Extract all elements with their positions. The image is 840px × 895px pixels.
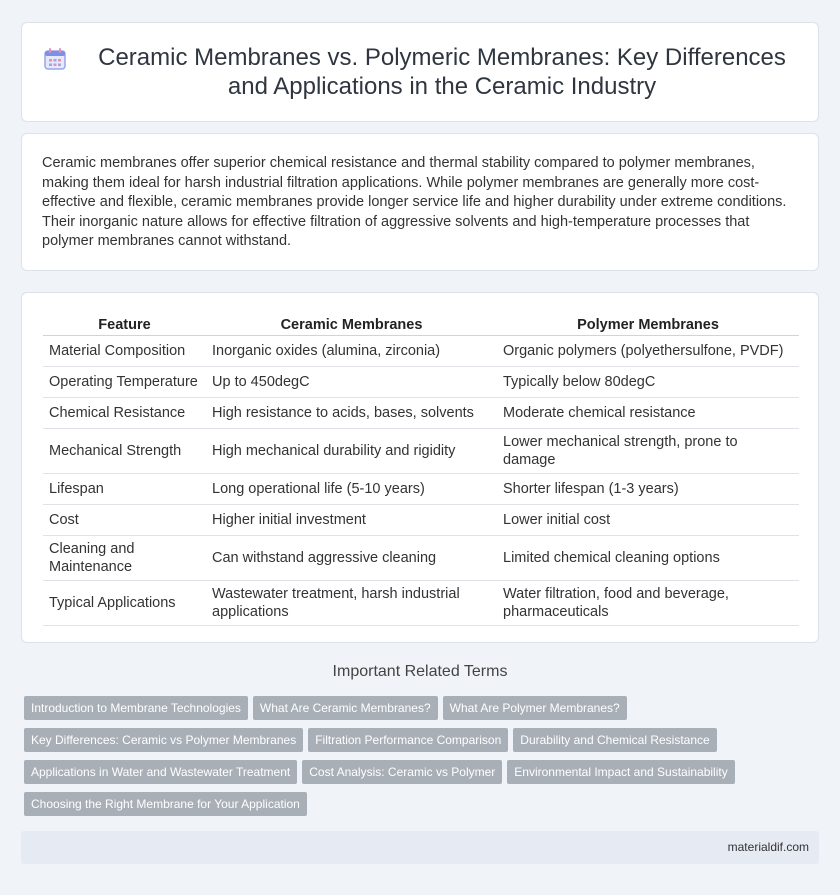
table-row [43,336,799,367]
related-term-tag[interactable]: Choosing the Right Membrane for Your Application [24,792,307,816]
related-term-tag[interactable]: Filtration Performance Comparison [308,728,508,752]
polymer-cell: Organic polymers (polyethersulfone, PVDF) [497,336,799,367]
table-row [43,429,799,474]
header-polymer: Polymer Membranes [497,313,799,336]
polymer-cell: Lower mechanical strength, prone to damage [497,429,799,474]
page-title: Ceramic Membranes vs. Polymeric Membranes: Key Differences and Applications in the Ceramic Industry [98,44,786,100]
table-row [43,581,799,626]
table-row [43,398,799,429]
polymer-cell: Typically below 80degC [497,367,799,398]
related-term-tag[interactable]: Cost Analysis: Ceramic vs Polymer [302,760,502,784]
feature-cell: Material Composition [43,336,206,367]
polymer-cell: Limited chemical cleaning options [497,536,799,581]
ceramic-cell: Wastewater treatment, harsh industrial applications [206,581,497,626]
feature-cell: Chemical Resistance [43,398,206,429]
header-ceramic: Ceramic Membranes [206,313,497,336]
feature-cell: Mechanical Strength [43,429,206,474]
related-term-tag[interactable]: Applications in Water and Wastewater Treatment [24,760,297,784]
feature-cell: Typical Applications [43,581,206,626]
related-term-tag[interactable]: Key Differences: Ceramic vs Polymer Membranes [24,728,303,752]
feature-cell: Cost [43,505,206,536]
feature-cell: Lifespan [43,474,206,505]
polymer-cell: Shorter lifespan (1-3 years) [497,474,799,505]
comparison-table-card [21,292,819,643]
feature-cell: Operating Temperature [43,367,206,398]
related-term-tag[interactable]: What Are Polymer Membranes? [443,696,627,720]
table-header-row [43,313,799,336]
footer [21,831,819,864]
table-row [43,474,799,505]
table-row [43,536,799,581]
related-terms-list [24,696,814,824]
polymer-cell: Moderate chemical resistance [497,398,799,429]
polymer-cell: Lower initial cost [497,505,799,536]
feature-cell: Cleaning and Maintenance [43,536,206,581]
comparison-table [43,313,799,626]
table-row [43,505,799,536]
header-card [21,22,819,122]
related-term-tag[interactable]: What Are Ceramic Membranes? [253,696,438,720]
related-term-tag[interactable]: Introduction to Membrane Technologies [24,696,248,720]
ceramic-cell: Up to 450degC [206,367,497,398]
related-term-tag[interactable]: Durability and Chemical Resistance [513,728,716,752]
header-feature: Feature [43,313,206,336]
calendar-icon [42,46,68,72]
ceramic-cell: Long operational life (5-10 years) [206,474,497,505]
polymer-cell: Water filtration, food and beverage, pharmaceuticals [497,581,799,626]
ceramic-cell: High mechanical durability and rigidity [206,429,497,474]
related-terms-heading: Important Related Terms [332,663,508,680]
footer-site-link[interactable]: materialdif.com [727,840,809,854]
ceramic-cell: Higher initial investment [206,505,497,536]
ceramic-cell: Inorganic oxides (alumina, zirconia) [206,336,497,367]
summary-card [21,133,819,271]
ceramic-cell: High resistance to acids, bases, solvents [206,398,497,429]
related-term-tag[interactable]: Environmental Impact and Sustainability [507,760,734,784]
ceramic-cell: Can withstand aggressive cleaning [206,536,497,581]
summary-paragraph: Ceramic membranes offer superior chemical resistance and thermal stability compared to polymer membranes, making them ideal for harsh industrial filtration applications. While polymer membranes are generally more cost-effective and flexible, ceramic membranes provide longer service life and higher durability under extreme conditions. Their inorganic nature allows for effective filtration of aggressive solvents and high-temperature processes that polymer membranes cannot withstand. [42,155,787,249]
table-row [43,367,799,398]
